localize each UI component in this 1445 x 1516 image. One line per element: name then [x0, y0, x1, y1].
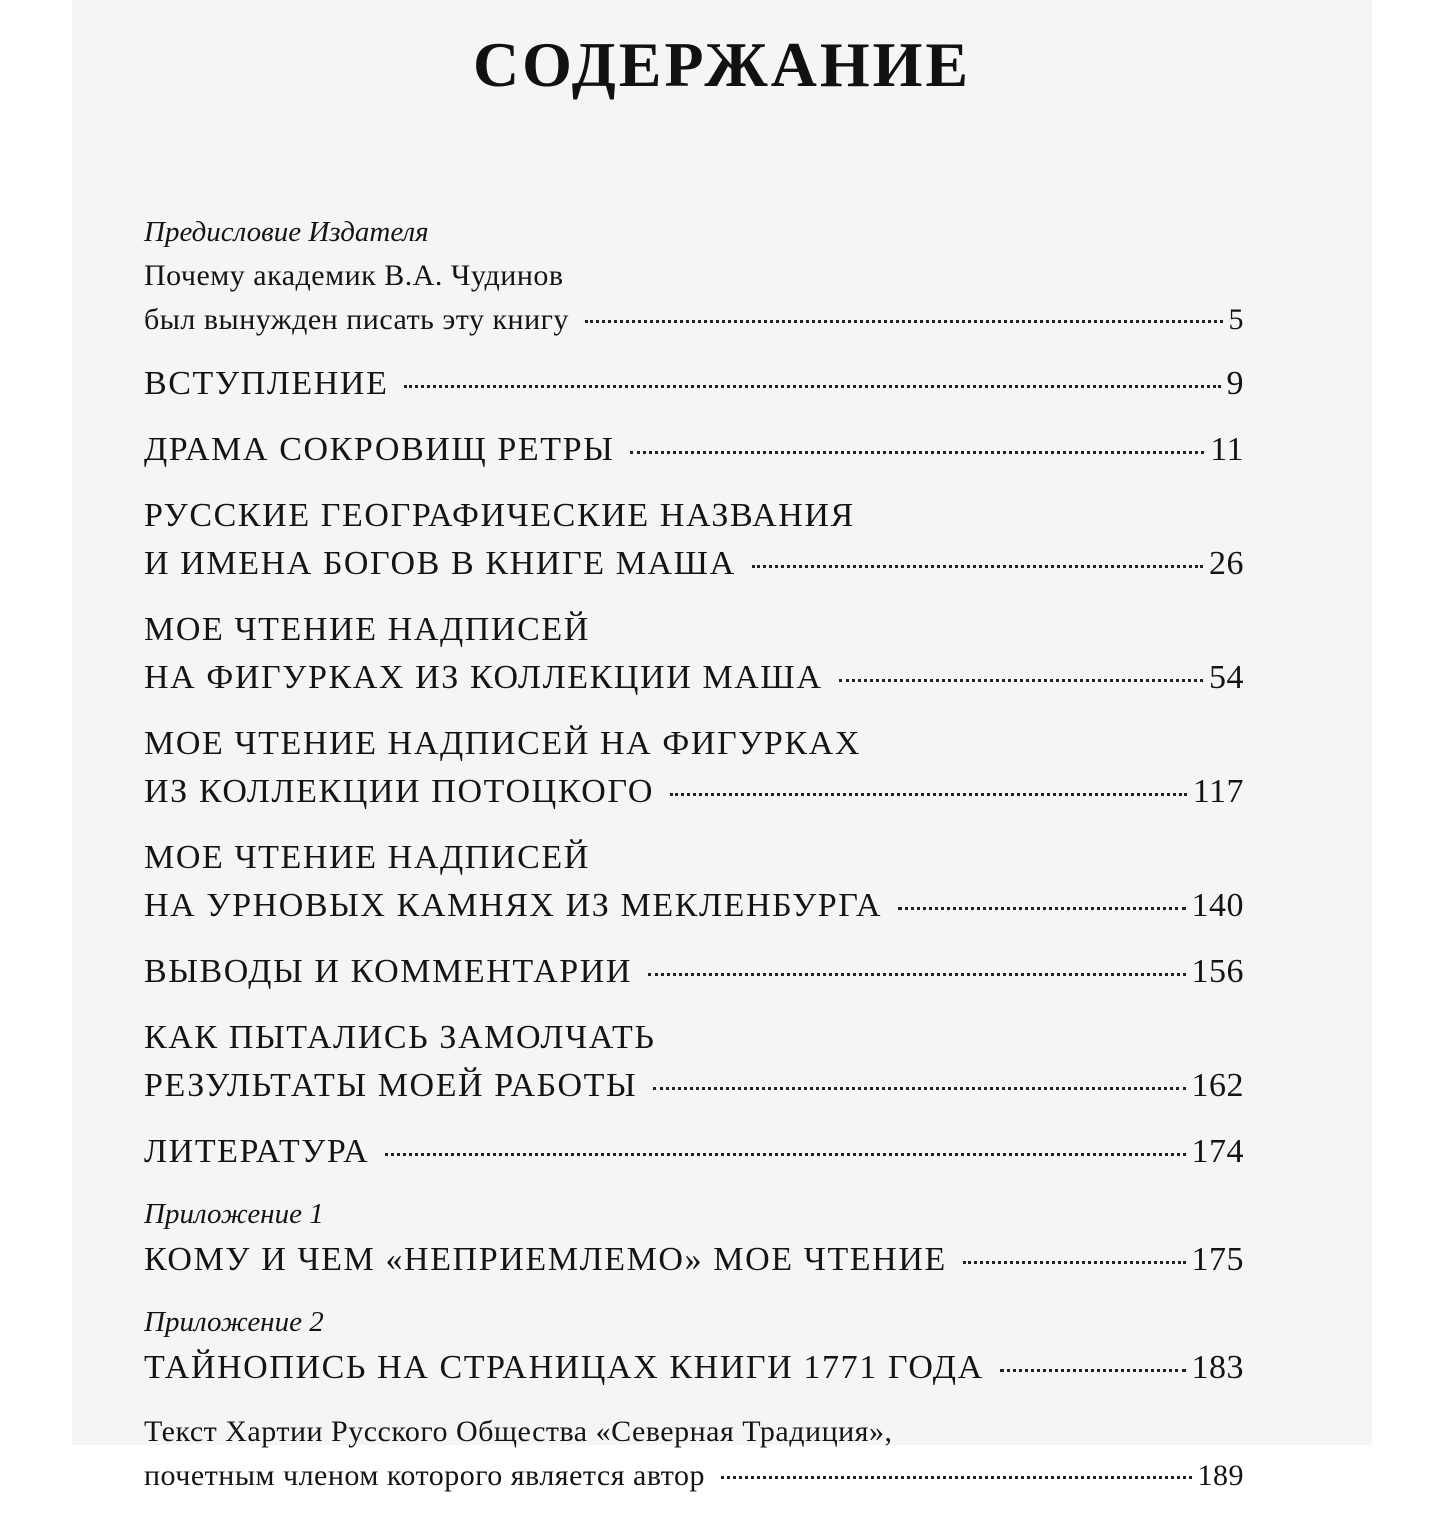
dot-leader [630, 451, 1204, 454]
toc-entry-row [144, 1128, 1244, 1176]
toc-entry [144, 948, 1244, 996]
toc-entry-row [144, 360, 1244, 408]
toc-entry-title: НА ФИГУРКАХ ИЗ КОЛЛЕКЦИИ МАША [144, 659, 823, 696]
toc-entry-title: ЛИТЕРАТУРА [144, 1133, 370, 1170]
toc-entry [144, 834, 1244, 930]
page-number: 175 [1191, 1241, 1244, 1278]
toc-entry [144, 606, 1244, 702]
dot-leader [721, 1476, 1192, 1479]
toc-entry-row [144, 298, 1244, 342]
toc-entry-row [144, 882, 1244, 930]
dot-leader [963, 1261, 1186, 1264]
table-of-contents [144, 212, 1244, 1516]
page-number: 183 [1191, 1349, 1244, 1386]
toc-entry-title-line: МОЕ ЧТЕНИЕ НАДПИСЕЙ [144, 839, 590, 876]
toc-entry [144, 1014, 1244, 1110]
toc-entry-row [144, 540, 1244, 588]
page-number: 156 [1191, 953, 1244, 990]
toc-entry-title: НА УРНОВЫХ КАМНЯХ ИЗ МЕКЛЕНБУРГА [144, 887, 882, 924]
toc-entry [144, 1302, 1244, 1392]
toc-entry-title-line: МОЕ ЧТЕНИЕ НАДПИСЕЙ [144, 611, 590, 648]
page-number: 9 [1226, 365, 1244, 402]
dot-leader [752, 565, 1203, 568]
toc-entry [144, 720, 1244, 816]
toc-entry-row [144, 1454, 1244, 1498]
toc-entry-title: ВСТУПЛЕНИЕ [144, 365, 389, 402]
toc-entry [144, 212, 1244, 342]
toc-entry-title: И ИМЕНА БОГОВ В КНИГЕ МАША [144, 545, 736, 582]
page-number: 26 [1209, 545, 1244, 582]
toc-entry-row [144, 654, 1244, 702]
book-page [72, 0, 1372, 1492]
toc-entry-title-line: МОЕ ЧТЕНИЕ НАДПИСЕЙ НА ФИГУРКАХ [144, 725, 862, 762]
toc-entry [144, 1410, 1244, 1498]
toc-entry-row [144, 948, 1244, 996]
toc-entry [144, 1128, 1244, 1176]
toc-entry [144, 426, 1244, 474]
page-number: 5 [1228, 303, 1244, 336]
toc-entry-title: ДРАМА СОКРОВИЩ РЕТРЫ [144, 431, 615, 468]
toc-entry-title: ИЗ КОЛЛЕКЦИИ ПОТОЦКОГО [144, 773, 654, 810]
toc-entry-title-line: Почему академик В.А. Чудинов [144, 259, 564, 292]
toc-entry-title: ТАЙНОПИСЬ НА СТРАНИЦАХ КНИГИ 1771 ГОДА [144, 1349, 984, 1386]
toc-entry [144, 492, 1244, 588]
dot-leader [648, 973, 1185, 976]
toc-entry [144, 1194, 1244, 1284]
page-number: 174 [1191, 1133, 1244, 1170]
toc-entry-title-line: РУССКИЕ ГЕОГРАФИЧЕСКИЕ НАЗВАНИЯ [144, 497, 855, 534]
page-number: 189 [1197, 1459, 1244, 1492]
dot-leader [585, 320, 1223, 323]
page-number: 11 [1210, 431, 1244, 468]
page-number: 54 [1209, 659, 1244, 696]
dot-leader [898, 907, 1186, 910]
toc-entry-row [144, 1062, 1244, 1110]
toc-entry-row [144, 1344, 1244, 1392]
toc-entry-title: РЕЗУЛЬТАТЫ МОЕЙ РАБОТЫ [144, 1067, 638, 1104]
toc-entry-title: ВЫВОДЫ И КОММЕНТАРИИ [144, 953, 633, 990]
toc-entry-kicker: Приложение 1 [144, 1198, 324, 1230]
toc-entry-title: КОМУ И ЧЕМ «НЕПРИЕМЛЕМО» МОЕ ЧТЕНИЕ [144, 1241, 947, 1278]
page-number: 162 [1191, 1067, 1244, 1104]
toc-entry-row [144, 426, 1244, 474]
dot-leader [653, 1087, 1185, 1090]
page-title: СОДЕРЖАНИЕ [472, 29, 972, 100]
toc-entry-title-line: Текст Хартии Русского Общества «Северная Традиция», [144, 1415, 893, 1448]
toc-entry-row [144, 768, 1244, 816]
dot-leader [404, 385, 1220, 388]
page-number: 117 [1192, 773, 1244, 810]
toc-entry-kicker: Приложение 2 [144, 1306, 324, 1338]
toc-entry [144, 360, 1244, 408]
dot-leader [839, 679, 1204, 682]
toc-entry-kicker: Предисловие Издателя [144, 216, 429, 248]
dot-leader [385, 1153, 1185, 1156]
toc-entry-title-line: КАК ПЫТАЛИСЬ ЗАМОЛЧАТЬ [144, 1019, 656, 1056]
dot-leader [1000, 1369, 1186, 1372]
toc-entry-title: был вынужден писать эту книгу [144, 303, 569, 336]
toc-entry-row [144, 1236, 1244, 1284]
dot-leader [670, 793, 1187, 796]
toc-entry-title: почетным членом которого является автор [144, 1459, 705, 1492]
page-number: 140 [1191, 887, 1244, 924]
